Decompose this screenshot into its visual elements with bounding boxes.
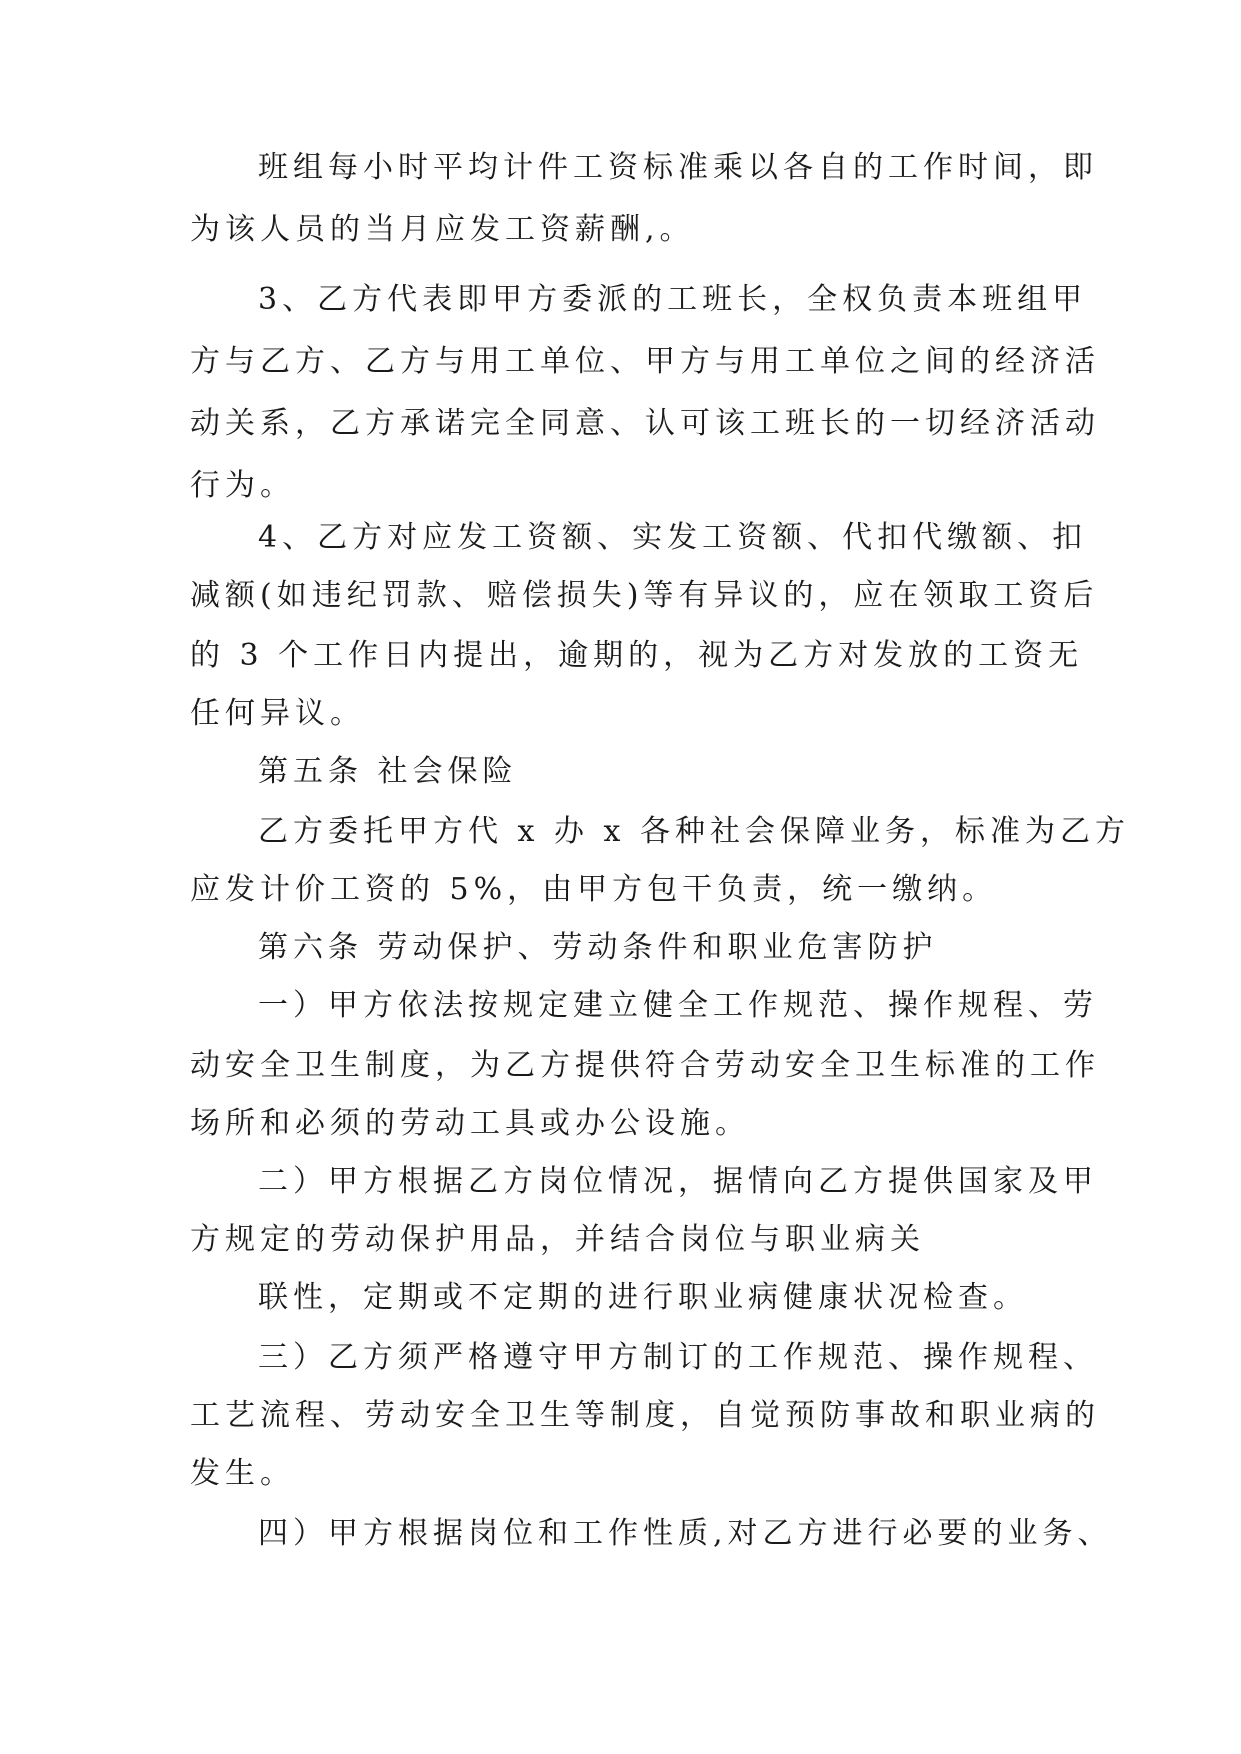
paragraph-line: 动关系，乙方承诺完全同意、认可该工班长的一切经济活动: [190, 406, 1100, 441]
paragraph-line: 发生。: [190, 1456, 295, 1491]
paragraph-line: 方与乙方、乙方与用工单位、甲方与用工单位之间的经济活: [190, 344, 1100, 379]
paragraph-line: 4、乙方对应发工资额、实发工资额、代扣代缴额、扣: [258, 520, 1088, 555]
paragraph-line: 四）甲方根据岗位和工作性质,对乙方进行必要的业务、: [258, 1516, 1113, 1551]
paragraph-line: 场所和必须的劳动工具或办公设施。: [190, 1106, 750, 1141]
paragraph-line: 乙方委托甲方代 x 办 x 各种社会保障业务，标准为乙方: [258, 814, 1130, 849]
paragraph-line: 一）甲方依法按规定建立健全工作规范、操作规程、劳: [258, 988, 1098, 1023]
paragraph-line: 应发计价工资的 5%，由甲方包干负责，统一缴纳。: [190, 872, 998, 907]
paragraph-line: 动安全卫生制度，为乙方提供符合劳动安全卫生标准的工作: [190, 1048, 1100, 1083]
paragraph-line: 的 3 个工作日内提出，逾期的，视为乙方对发放的工资无: [190, 638, 1084, 673]
paragraph-line: 二）甲方根据乙方岗位情况，据情向乙方提供国家及甲: [258, 1164, 1098, 1199]
section-heading: 第五条 社会保险: [258, 754, 518, 789]
section-heading: 第六条 劳动保护、劳动条件和职业危害防护: [258, 930, 938, 965]
paragraph-line: 联性，定期或不定期的进行职业病健康状况检查。: [258, 1280, 1028, 1315]
paragraph-line: 3、乙方代表即甲方委派的工班长，全权负责本班组甲: [258, 282, 1088, 317]
paragraph-line: 行为。: [190, 468, 295, 503]
paragraph-line: 减额(如违纪罚款、赔偿损失)等有异议的，应在领取工资后: [190, 578, 1099, 613]
paragraph-line: 工艺流程、劳动安全卫生等制度，自觉预防事故和职业病的: [190, 1398, 1100, 1433]
paragraph-line: 班组每小时平均计件工资标准乘以各自的工作时间，即: [258, 150, 1098, 185]
paragraph-line: 任何异议。: [190, 696, 365, 731]
paragraph-line: 方规定的劳动保护用品，并结合岗位与职业病关: [190, 1222, 925, 1257]
paragraph-line: 三）乙方须严格遵守甲方制订的工作规范、操作规程、: [258, 1340, 1098, 1375]
paragraph-line: 为该人员的当月应发工资薪酬,。: [190, 212, 695, 247]
